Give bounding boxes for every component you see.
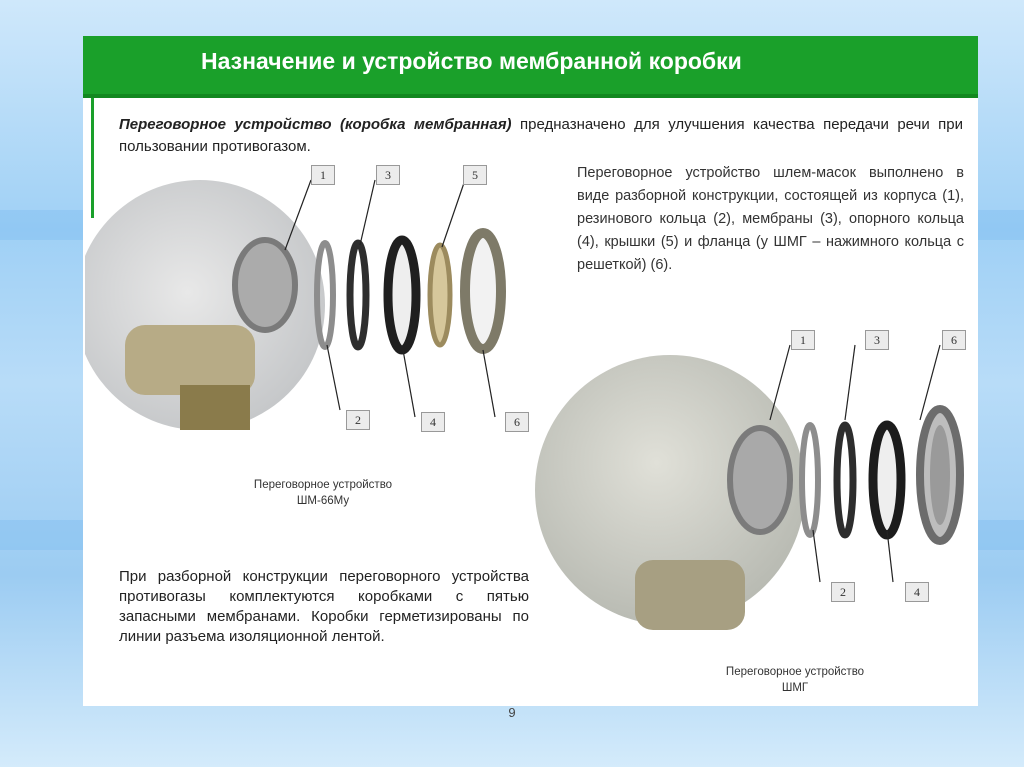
callout-label: 4 <box>421 412 445 432</box>
figure1-diagram <box>85 155 545 455</box>
part-1-body <box>730 428 790 532</box>
part-6-flange <box>465 233 501 349</box>
figure2-caption-line2: ШМГ <box>781 682 809 694</box>
device-description: Переговорное устройство шлем-масок выполнено в виде разборной конструкции, состоящей из корпуса (1), резинового кольца (2), мембраны (3), опорного кольца (4), крышки (5) и фланца (у ШМГ – нажимного кольца с решеткой) (6). <box>577 165 964 273</box>
callout-label: 2 <box>346 410 370 430</box>
part-4-support-ring <box>388 240 416 350</box>
part-1-body <box>235 240 295 330</box>
part-2-rubber-ring <box>802 425 818 535</box>
figure2-diagram <box>535 320 985 650</box>
callout-label: 3 <box>376 165 400 185</box>
callout-label: 6 <box>942 330 966 350</box>
part-5-cover <box>430 245 450 345</box>
grille <box>930 425 950 525</box>
callout-label: 2 <box>831 582 855 602</box>
title-bar <box>83 36 978 98</box>
intro-term: Переговорное устройство (коробка мембранная) <box>119 116 512 133</box>
part-3-membrane <box>350 243 366 347</box>
part-4-support-ring <box>873 425 901 535</box>
figure2-caption <box>695 664 895 696</box>
callout-label: 1 <box>311 165 335 185</box>
valve-cap <box>635 560 745 630</box>
page-number: 9 <box>508 705 516 720</box>
valve-cap <box>125 325 255 395</box>
figure1-illustration <box>85 155 545 455</box>
callout-label: 3 <box>865 330 889 350</box>
valve-thread <box>180 385 250 430</box>
figure1-caption-line1: Переговорное устройство <box>253 479 393 491</box>
intro-paragraph <box>119 114 963 158</box>
part-3-membrane <box>837 425 853 535</box>
callout-label: 6 <box>505 412 529 432</box>
callout-label: 1 <box>791 330 815 350</box>
kit-description: При разборной конструкции переговорного устройства противогазы комплектуются коробками с пятью запасными мембранами. Коробки герметизированы по линии разъема изоляционной лентой. <box>119 568 529 645</box>
figure1-caption <box>223 477 423 509</box>
figure1-caption-line2: ШМ-66Му <box>296 495 350 507</box>
part-2-rubber-ring <box>317 243 333 347</box>
figure2-caption-line1: Переговорное устройство <box>725 666 865 678</box>
intro-text: предназначено для улучшения качества передачи речи при пользовании противогазом. <box>119 116 964 155</box>
callout-label: 4 <box>905 582 929 602</box>
slide-title: Назначение и устройство мембранной коробки <box>201 48 742 74</box>
callout-label: 5 <box>463 165 487 185</box>
